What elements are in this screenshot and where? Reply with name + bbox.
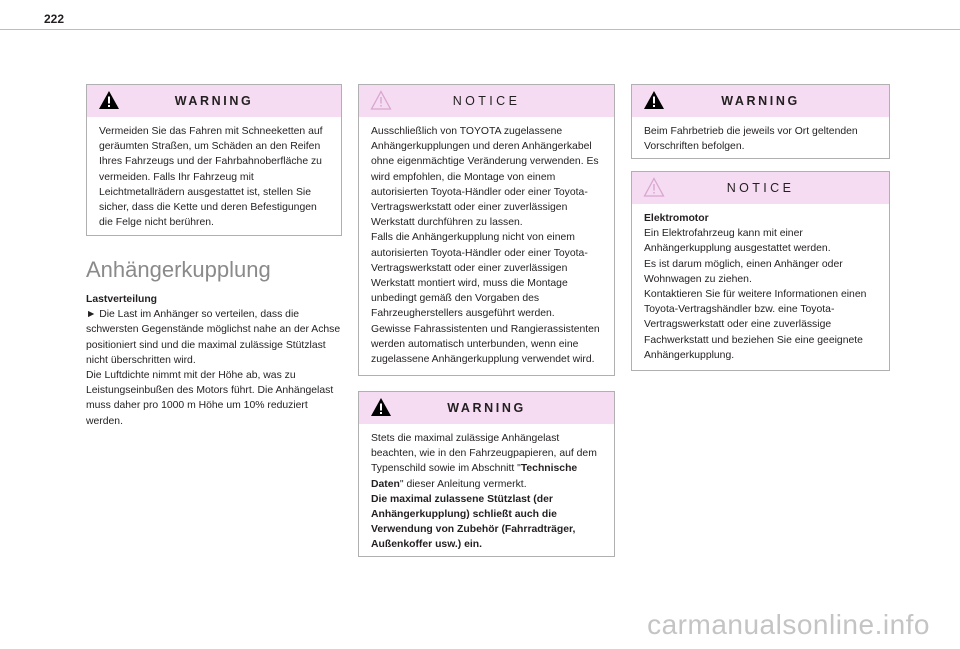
warning-label: WARNING [447, 401, 526, 415]
watermark: carmanualsonline.info [647, 609, 930, 640]
header-divider [0, 29, 960, 30]
notice-triangle-icon [370, 90, 392, 110]
warning-label: WARNING [174, 94, 254, 108]
warning-box-local-rules [631, 84, 890, 159]
bullet-text: Die Last im Anhänger so verteilen, dass die schwersten Gegenstände möglichst nahe an der Achse positioniert sind und die maximal zulässige Stützlast nicht überschritten wird. [86, 309, 341, 366]
notice-paragraph-2: Es ist darum möglich, einen Anhänger oder Wohnwagen zu ziehen. [644, 258, 843, 285]
warning-box-snow-chains [86, 84, 342, 236]
warning-text: Vermeiden Sie das Fahren mit Schneeketten auf geräumten Straßen, um Schäden an den Reifen Ihres Fahrzeugs und der Fahrbahnoberfläche zu vermeiden. Falls Ihr Fahrzeug mit Leichtmetallrädern ausgestattet ist, stellen Sie sicher, dass die Kette und deren Befestigungen die Felge nicht berühren. [99, 126, 323, 229]
notice-header [359, 85, 614, 117]
technical-data-reference: Technische Daten [371, 463, 578, 490]
notice-paragraph-1: Ausschließlich von TOYOTA zugelassene Anhängerkupplungen und deren Anhängerkabel ohne eigenmächtige Veränderung verwenden. Es wird empfohlen, die Montage von einem autorisierten Toyota-Händler oder einer Toyota-Vertragswerkstatt oder einer zuverlässigen Werkstatt durchführen zu lassen. [371, 126, 599, 229]
notice-label: NOTICE [726, 181, 795, 195]
warning-label: WARNING [721, 94, 800, 108]
warning-paragraph-1: Stets die maximal zulässige Anhängelast beachten, wie in den Fahrzeugpapieren, auf dem Typenschild sowie im Abschnitt "Technische Daten" dieser Anleitung vermerkt. [371, 433, 597, 490]
notice-label: NOTICE [452, 94, 521, 108]
warning-header [632, 85, 889, 117]
notice-header [632, 172, 889, 204]
warning-paragraph-2: Die maximal zulassene Stützlast (der Anhängerkupplung) schließt auch die Verwendung von Zubehör (Fahrradträger, Außenkoffer usw.) ein. [371, 493, 576, 551]
notice-heading: Elektromotor [644, 213, 709, 224]
warning-triangle-icon [98, 90, 120, 110]
warning-triangle-icon [370, 397, 392, 417]
notice-paragraph-3: Gewisse Fahrassistenten und Rangierassistenten werden automatisch unterbunden, wenn eine zugelassene Anhängerkupplung verwendet wird. [371, 323, 600, 366]
warning-text: Beim Fahrbetrieb die jeweils vor Ort geltenden Vorschriften befolgen. [644, 126, 858, 153]
notice-paragraph-1: Ein Elektrofahrzeug kann mit einer Anhängerkupplung ausgestattet werden. [644, 228, 831, 255]
section-subheading: Lastverteilung [86, 294, 158, 305]
warning-box-towing-load [358, 391, 615, 557]
notice-box-electric-motor [631, 171, 890, 371]
warning-header [359, 392, 614, 424]
section-body [86, 292, 342, 429]
bullet-arrow-icon: ► [86, 309, 97, 321]
notice-box-towbar [358, 84, 615, 376]
warning-header [87, 85, 341, 117]
notice-paragraph-3: Kontaktieren Sie für weitere Informationen einen Toyota-Vertragshändler bzw. eine Toyota-Vertragswerkstatt oder eine zuverlässige Fachwerkstatt und beziehen Sie eine geeignete Anhängerkupplung. [644, 289, 867, 361]
section-bullet-paragraph [86, 307, 342, 368]
notice-triangle-icon [643, 177, 665, 197]
page-number: 222 [44, 12, 65, 26]
section-paragraph: Die Luftdichte nimmt mit der Höhe ab, was zu Leistungseinbußen des Motors führt. Die Anhängelast muss daher pro 1000 m Höhe um 10% reduziert werden. [86, 370, 334, 427]
notice-paragraph-2: Falls die Anhängerkupplung nicht von einem autorisierten Toyota-Händler oder einer Toyota-Vertragswerkstatt oder einer zuverlässigen Werkstatt montiert wird, muss die Montage unbedingt gemäß den Vorgaben des Fahrzeugherstellers ausgeführt werden. [371, 232, 588, 320]
warning-triangle-icon [643, 90, 665, 110]
section-title: Anhängerkupplung [86, 257, 271, 282]
